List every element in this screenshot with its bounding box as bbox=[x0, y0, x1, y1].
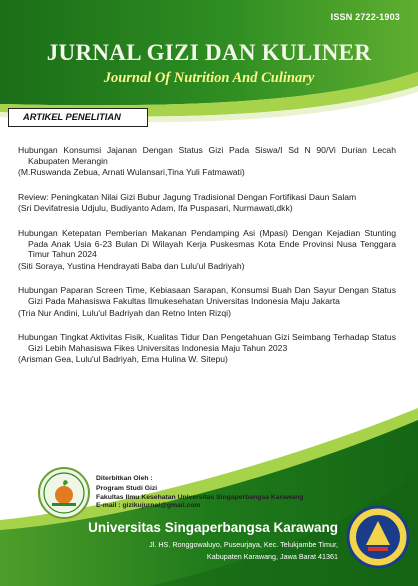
article-title: Hubungan Tingkat Aktivitas Fisik, Kualitas Tidur Dan Pengetahuan Gizi Seimbang Terhadap Status Gizi Lebih Mahasiswa Fikes Universitas Indonesia Maju Tahun 2023 bbox=[18, 332, 396, 353]
university-name: Universitas Singaperbangsa Karawang bbox=[88, 520, 338, 535]
publisher-program: Program Studi Gizi bbox=[96, 484, 158, 492]
publisher-faculty: Fakultas Ilmu Kesehatan Universitas Singaperbangsa Karawang bbox=[96, 493, 304, 501]
article-title: Hubungan Paparan Screen Time, Kebiasaan Sarapan, Konsumsi Buah Dan Sayur Dengan Status Gizi Pada Mahasiswa Fakultas Ilmukesehatan Universitas Indonesia Maju Jakarta bbox=[18, 285, 396, 306]
article-authors: (M.Ruswanda Zebua, Arnati Wulansari,Tina Yuli Fatmawati) bbox=[18, 167, 245, 178]
article-item bbox=[18, 145, 396, 178]
article-authors: (Tria Nur Andini, Lulu'ul Badriyah dan Retno Inten Rizqi) bbox=[18, 307, 231, 318]
publisher-email: E-mail : gizikujurnal@gmail.com bbox=[96, 502, 201, 510]
article-item bbox=[18, 228, 396, 271]
article-title: Hubungan Konsumsi Jajanan Dengan Status Gizi Pada Siswa/I Sd N 90/Vi Durian Lecah Kabupaten Merangin bbox=[18, 145, 396, 166]
article-item bbox=[18, 285, 396, 318]
issn-number: ISSN 2722-1903 bbox=[330, 12, 400, 22]
publisher-heading: Diterbitkan Oleh : bbox=[96, 475, 153, 482]
article-list bbox=[18, 145, 396, 365]
journal-subtitle: Journal Of Nutrition And Culinary bbox=[103, 70, 315, 86]
section-label: ARTIKEL PENELITIAN bbox=[8, 108, 148, 127]
university-seal-icon bbox=[346, 505, 410, 569]
university-address-line1: Jl. HS. Ronggowaluyo, Puseurjaya, Kec. Telukjambe Timur, bbox=[149, 540, 338, 549]
article-item bbox=[18, 192, 396, 214]
journal-logo bbox=[38, 467, 90, 519]
article-authors: (Arisman Gea, Lulu'ul Badriyah, Ema Hulina W. Sitepu) bbox=[18, 354, 228, 365]
article-item bbox=[18, 332, 396, 365]
article-title: Review: Peningkatan Nilai Gizi Bubur Jagung Tradisional Dengan Fortifikasi Daun Salam bbox=[18, 191, 357, 202]
publisher-info bbox=[96, 475, 303, 511]
university-address-line2: Kabupaten Karawang, Jawa Barat 41361 bbox=[206, 552, 338, 561]
journal-title: JURNAL GIZI DAN KULINER bbox=[46, 40, 372, 65]
journal-logo-icon bbox=[40, 469, 88, 517]
article-title: Hubungan Ketepatan Pemberian Makanan Pendamping Asi (Mpasi) Dengan Kejadian Stunting Pada Anak Usia 6-23 Bulan Di Wilayah Kerja Puskesmas Kota Ende Provinsi Nusa Tenggara Timur Tahun 2024 bbox=[18, 227, 396, 260]
article-authors: (Sri Devifatresia Udjulu, Budiyanto Adam, Ifa Puspasari, Nurmawati,dkk) bbox=[18, 203, 293, 214]
article-authors: (Siti Soraya, Yustina Hendrayati Baba dan Lulu'ul Badriyah) bbox=[18, 260, 245, 271]
